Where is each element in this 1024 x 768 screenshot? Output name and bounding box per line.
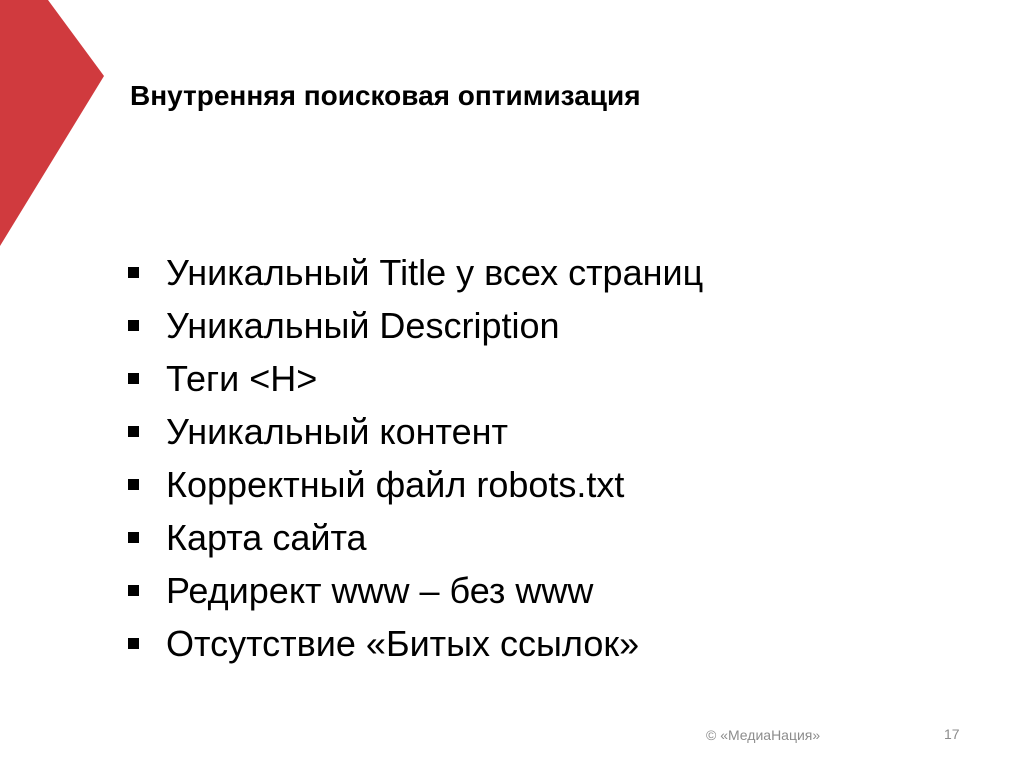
list-item: [128, 405, 703, 458]
square-bullet-icon: [128, 373, 139, 384]
list-item-text: Корректный файл robots.txt: [166, 463, 625, 505]
list-item-text: Отсутствие «Битых ссылок»: [166, 622, 640, 664]
list-item-text: Карта сайта: [166, 516, 367, 558]
square-bullet-icon: [128, 638, 139, 649]
red-accent-polygon: [0, 0, 104, 246]
list-item-text: Уникальный Description: [166, 304, 560, 346]
list-item: [128, 352, 703, 405]
bullet-list: [128, 246, 703, 670]
copyright-notice: © «МедиаНация»: [706, 727, 821, 743]
square-bullet-icon: [128, 585, 139, 596]
list-item: [128, 458, 703, 511]
list-item-text: Уникальный контент: [166, 410, 508, 452]
list-item: [128, 246, 703, 299]
square-bullet-icon: [128, 479, 139, 490]
slide-title: Внутренняя поисковая оптимизация: [130, 80, 641, 111]
list-item: [128, 511, 703, 564]
list-item: [128, 299, 703, 352]
list-item-text: Уникальный Title у всех страниц: [166, 251, 704, 293]
list-item: [128, 564, 703, 617]
square-bullet-icon: [128, 532, 139, 543]
square-bullet-icon: [128, 267, 139, 278]
page-number: 17: [944, 726, 960, 742]
list-item-text: Теги <H>: [166, 357, 318, 399]
square-bullet-icon: [128, 320, 139, 331]
list-item: [128, 617, 703, 670]
list-item-text: Редирект www – без www: [166, 569, 594, 611]
square-bullet-icon: [128, 426, 139, 437]
red-accent-shape: [0, 0, 104, 246]
